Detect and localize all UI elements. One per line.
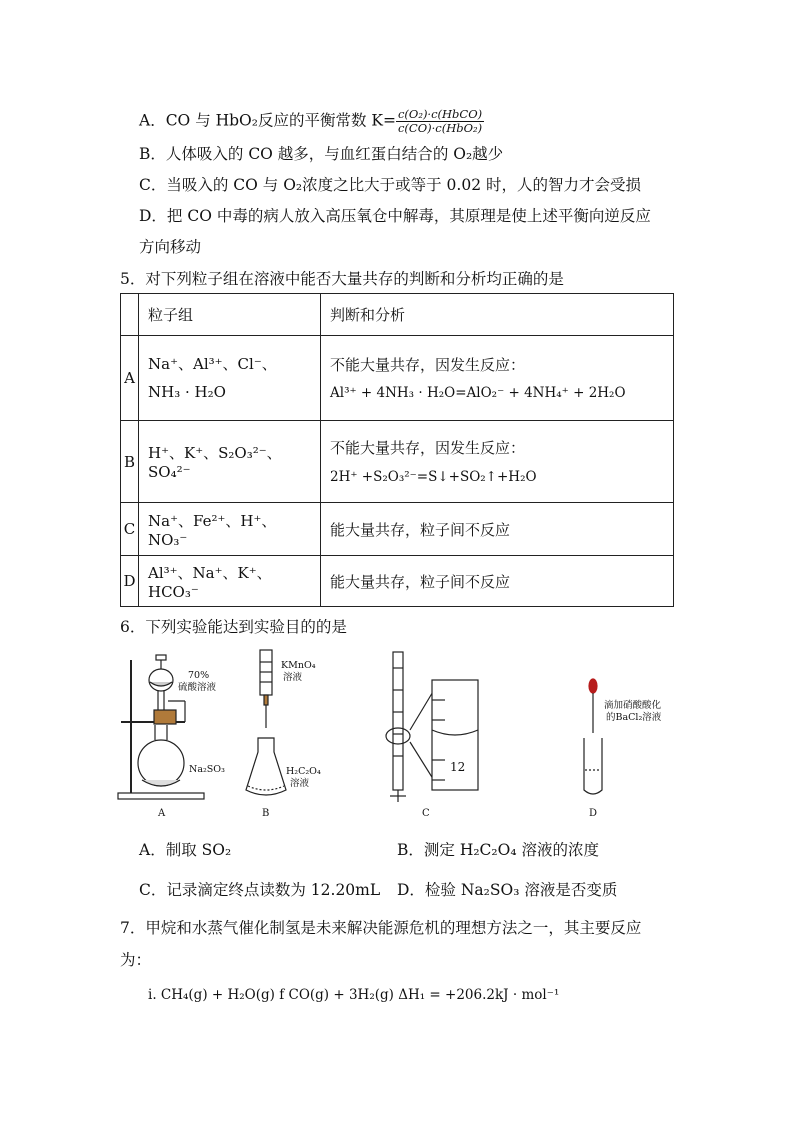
q7-stem-2: 为：: [120, 951, 152, 969]
q6-option-c: C．记录滴定终点读数为 12.20mL: [139, 881, 381, 899]
q4-option-a-text: A．CO 与 HbO₂反应的平衡常数 K=: [139, 111, 396, 130]
q4-option-d-cont: 方向移动: [139, 238, 202, 256]
row-analysis: 能大量共存，粒子间不反应: [321, 503, 674, 556]
fig-caption-b: B: [262, 808, 270, 819]
row-key: A: [121, 336, 139, 421]
row-ions: Na⁺、Fe²⁺、H⁺、NO₃⁻: [139, 503, 321, 556]
q6-option-b: B．测定 H₂C₂O₄ 溶液的浓度: [397, 841, 599, 859]
apparatus-b: [246, 650, 286, 795]
row-ions: H⁺、K⁺、S₂O₃²⁻、SO₄²⁻: [139, 421, 321, 503]
fig-a-flask-label: Na₂SO₃: [189, 764, 225, 775]
row-key: C: [121, 503, 139, 556]
judgement: 不能大量共存，因发生反应：: [330, 356, 526, 374]
fig-b-flask-label-1: H₂C₂O₄: [286, 766, 321, 777]
fraction-denominator: c(CO)·c(HbO₂): [397, 121, 483, 135]
fig-b-flask-label-2: 溶液: [290, 778, 310, 789]
fig-a-label-1: 70%: [188, 670, 210, 681]
q4-option-b: B．人体吸入的 CO 越多，与血红蛋白结合的 O₂越少: [139, 145, 504, 163]
fig-d-label-1: 滴加硝酸酸化: [604, 700, 662, 711]
ions-line-2: NH₃ · H₂O: [148, 383, 226, 401]
q6-option-a: A．制取 SO₂: [139, 841, 232, 859]
q6-option-d: D．检验 Na₂SO₃ 溶液是否变质: [397, 881, 618, 899]
equation: 2H⁺ +S₂O₃²⁻=S↓+SO₂↑+H₂O: [330, 468, 537, 485]
equation: Al³⁺ + 4NH₃ · H₂O=AlO₂⁻ + 4NH₄⁺ + 2H₂O: [330, 385, 626, 401]
apparatus-c: [386, 652, 478, 802]
row-ions: Al³⁺、Na⁺、K⁺、HCO₃⁻: [139, 556, 321, 607]
header-particles: 粒子组: [139, 294, 321, 336]
fig-b-label-2: 溶液: [283, 672, 303, 683]
fig-c-reading: 12: [450, 760, 466, 774]
q7-equation-1: i. CH₄(g) + H₂O(g) f CO(g) + 3H₂(g) ΔH₁ = +206.2kJ · mol⁻¹: [148, 987, 560, 1003]
row-analysis: 能大量共存，粒子间不反应: [321, 556, 674, 607]
q7-stem-1: 7．甲烷和水蒸气催化制氢是未来解决能源危机的理想方法之一，其主要反应: [120, 919, 642, 937]
fig-a-label-2: 硫酸溶液: [178, 682, 217, 693]
fig-b-label-1: KMnO₄: [281, 660, 316, 671]
fig-caption-d: D: [589, 808, 598, 819]
fig-caption-a: A: [158, 808, 166, 819]
q4-option-d: D．把 CO 中毒的病人放入高压氧仓中解毒，其原理是使上述平衡向逆反应: [139, 207, 651, 225]
q4-option-c: C．当吸入的 CO 与 O₂浓度之比大于或等于 0.02 时，人的智力才会受损: [139, 176, 641, 194]
ions-line-1: Na⁺、Al³⁺、Cl⁻、: [148, 355, 277, 373]
judgement: 不能大量共存，因发生反应：: [330, 438, 526, 457]
q6-stem: 6．下列实验能达到实验目的的是: [120, 618, 347, 636]
fig-d-label-2: 的BaCl₂溶液: [606, 712, 662, 723]
q5-stem: 5．对下列粒子组在溶液中能否大量共存的判断和分析均正确的是: [120, 270, 564, 288]
row-key: D: [121, 556, 139, 607]
fig-caption-c: C: [422, 808, 430, 819]
header-analysis: 判断和分析: [321, 294, 674, 336]
row-key: B: [121, 421, 139, 503]
fraction-numerator: c(O₂)·c(HbCO): [397, 107, 483, 121]
apparatus-d: [584, 679, 602, 794]
